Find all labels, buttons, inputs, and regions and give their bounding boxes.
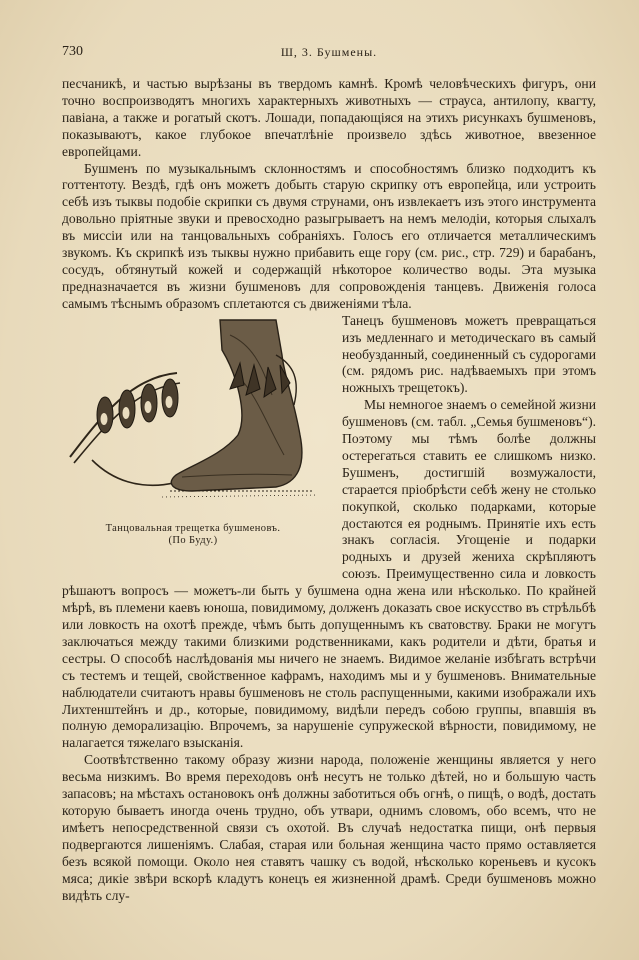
paragraph: Соотвѣтственно такому образу жизни народа, положеніе женщины является у него весьма низкимъ. Во время переходовъ онѣ несутъ не только дѣтей, но и большую часть запасовъ; на мѣстахъ остановокъ онѣ должны заботиться объ огнѣ, о пищѣ, о водѣ, достать которую бываетъ иногда очень трудно, объ утвари, однимъ словомъ, обо всемъ, что не имѣетъ непосредственной связи съ охотой. Въ случаѣ недостатка пищи, онѣ первыя подвергаются лишеніямъ. Слабая, старая или больная женщина часто прямо оставляется безъ всякой помощи. Около нея ставятъ чашку съ водой, нѣсколько кореньевъ и кусокъ мяса; дикіе звѣри вскорѣ кладутъ конецъ ея жизненной драмѣ. Среди бушменовъ можно видѣть слу- [62,752,596,903]
paragraph: Мы немногое знаемъ о семейной жизни бушменовъ (см. табл. „Семья бушменовъ“). Поэтому мы тѣмъ болѣе должны остерегаться ставить ее слишкомъ низко. Бушменъ, достигшій возмужалости, старается пріобрѣсти себѣ жену не столько покупкой, сколько подарками, которые достаются ея роднымъ. Принятіе ихъ есть знакъ согласія. Угощеніе и подарки родныхъ и друзей жениха скрѣпляютъ союзъ. Преимущественно сила и ловкость рѣшаютъ вопросъ — можетъ-ли быть у бушмена одна жена или нѣсколько. По крайней мѣрѣ, въ племени каевъ юноша, повидимому, долженъ доказать свое искусство въ стрѣльбѣ или ловкость на охотѣ прежде, чѣмъ быть допущеннымъ къ сватовству. Браки не могутъ заключаться между такими близкими родственниками, какъ родители и дѣти, братья и сестры. О способѣ наслѣдованія мы ничего не знаемъ. Видимое желаніе избѣгать встрѣчи съ тестемъ и тещей, свойственное кафрамъ, находимъ мы и у бушменовъ. Внимательные наблюдатели считаютъ нравы бушменовъ не столь распущенными, какими изображали ихъ Лихтенштейнъ и др., которые, повидимому, видѣли передъ собою группы, впавшія въ полную деморализацію. Впрочемъ, за нарушеніе супружеской вѣрности, повидимому, не налагается тяжелаго взысканія. [62,397,596,751]
caption-title: Танцовальная трещетка бушменовъ. [105,522,281,534]
leg-drawing [162,320,318,497]
paragraph: Танецъ бушменовъ можетъ превращаться изъ медленнаго и методическаго въ самый необузданный, соединенный съ судорогами (см. рядомъ рис. надѣваемыхъ при этомъ ножныхъ трещетокъ). [342,312,596,396]
rattle-string-drawing [70,373,197,485]
figure-caption [62,523,324,547]
caption-source: (По Буду.) [168,534,218,546]
paragraph: Бушменъ по музыкальнымъ склонностямъ и способностямъ близко подходитъ къ готтентоту. Вездѣ, гдѣ онъ можетъ добыть старую скрипку отъ европейца, или устроить себѣ изъ тыквы подобіе скрипки съ двумя струнами, онъ извлекаетъ изъ этого инструмента довольно пріятные звуки и превосходно разыгрываетъ на немъ мелодіи, которыя слыхалъ въ миссіи или на танцовальныхъ собраніяхъ. Голосъ его отличается металлическимъ звукомъ. Къ скрипкѣ изъ тыквы нужно прибавить еще гору (см. рис., стр. 729) и барабанъ, сосудъ, обтянутый кожей и содержащій нѣкоторое количество воды. Эта музыка предназначается въ жизни бушменовъ для сопровожденія танцевъ. Движенія голоса самымъ тѣснымъ образомъ сплетаются съ движеніями тѣла. [62,160,596,311]
page-number: 730 [62,44,83,59]
paragraph: песчаникѣ, и частью вырѣзаны въ твердомъ камнѣ. Кромѣ человѣческихъ фигуръ, они точно воспроизводятъ многихъ характерныхъ животныхъ — страуса, антилопу, квагту, павіана, а также и рогатый скотъ. Лошади, попадающіяся на этихъ рисункахъ бушменовъ, показываютъ, какое глубокое впечатлѣніе произвело здѣсь животное, ввезенное европейцами. [62,76,596,159]
running-title: Ш, 3. Бушмены. [280,45,378,59]
rattle-illustration [62,315,324,520]
page-header [62,44,596,64]
body-text [62,76,596,904]
figure-rattle [62,315,332,573]
